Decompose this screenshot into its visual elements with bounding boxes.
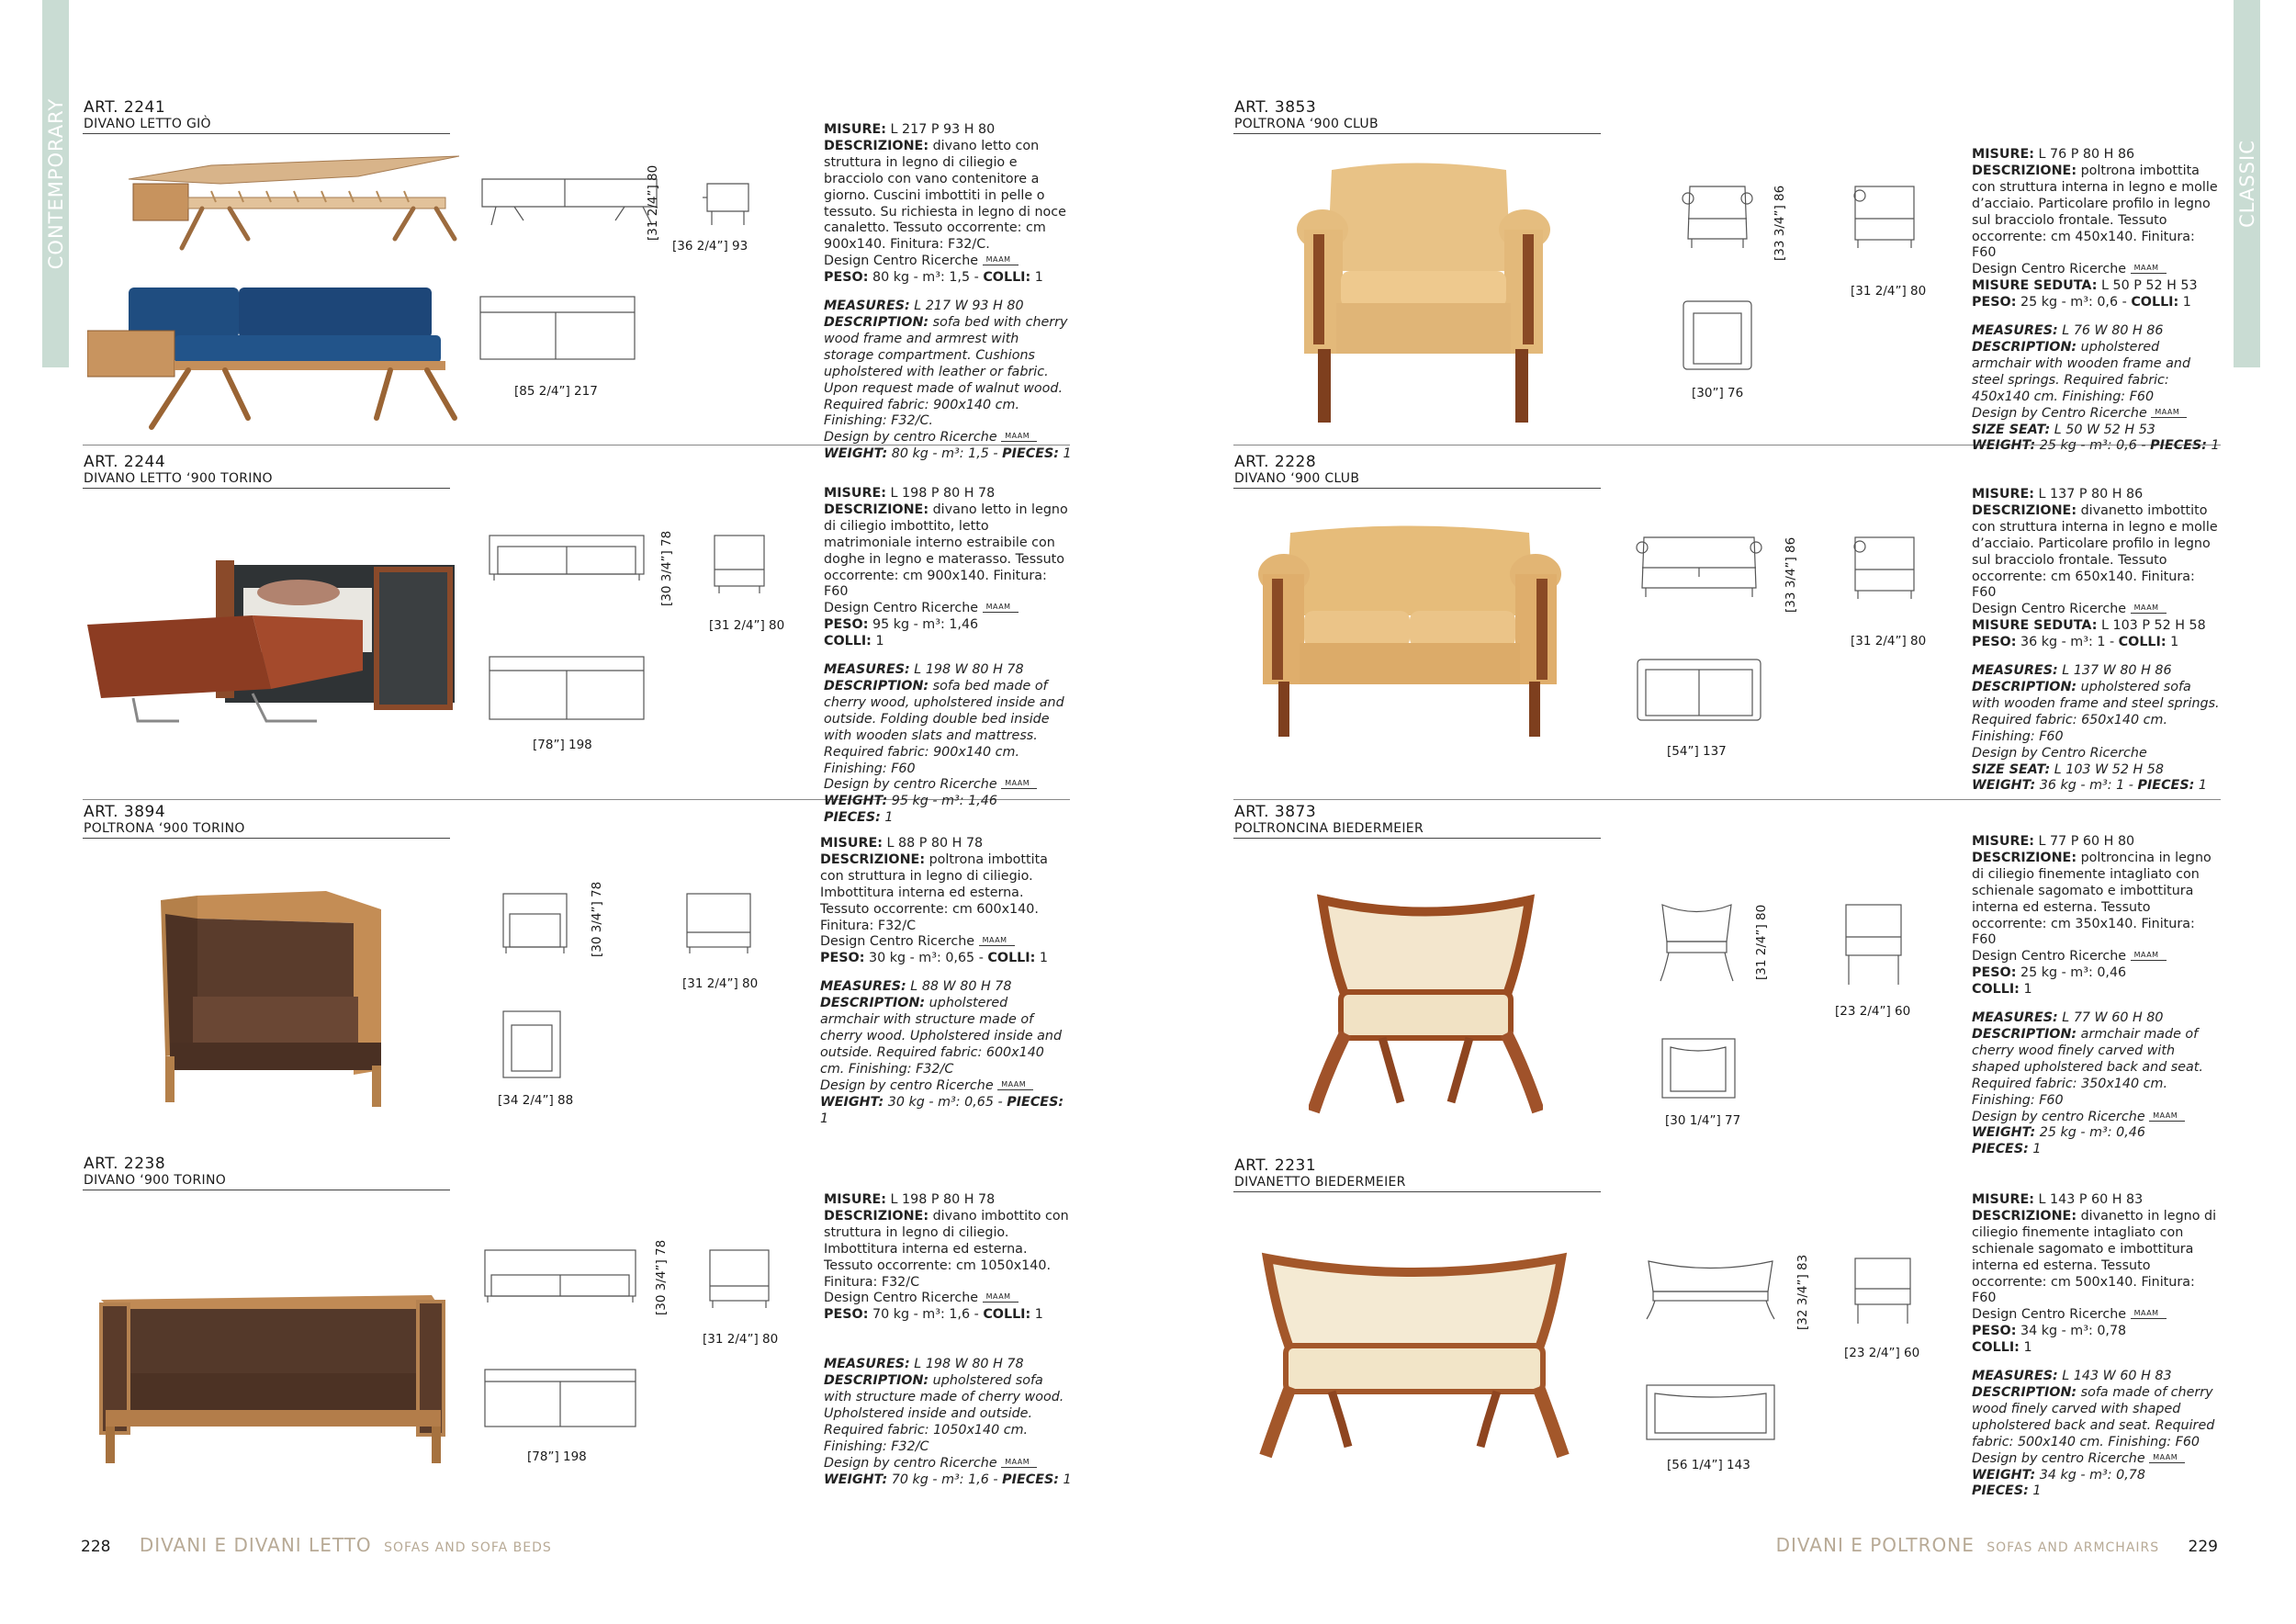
value-colli: 1: [1035, 951, 1048, 966]
label-misure-seduta: MISURE SEDUTA:: [1972, 618, 2098, 634]
value-size-seat: L 103 W 52 H 58: [2050, 761, 2164, 777]
top-view-drawing: [1681, 299, 1754, 372]
top-view-drawing: [1644, 1382, 1777, 1442]
classic-tab: [2234, 0, 2260, 367]
height-dimension: [31 2/4”] 80: [1754, 904, 1769, 980]
product-header: [84, 1156, 226, 1189]
front-view-drawing: [1635, 533, 1763, 599]
label-description: DESCRIPTION:: [824, 1373, 929, 1389]
depth-dimension: [31 2/4”] 80: [1851, 284, 1927, 299]
label-descrizione: DESCRIZIONE:: [1972, 163, 2077, 178]
height-dimension: [30 3/4”] 78: [654, 1239, 669, 1315]
depth-dimension: [31 2/4”] 80: [682, 976, 759, 991]
label-measures: MEASURES:: [1972, 663, 2058, 679]
label-pieces: PIECES:: [1972, 1483, 2029, 1499]
title-underline: [1233, 838, 1601, 839]
label-measures: MEASURES:: [824, 299, 910, 314]
label-peso: PESO:: [1972, 295, 2017, 310]
value-descrizione: divano imbottito con struttura in legno di ciliegio. Imbottitura interna ed esterna. Tessuto occorrente: cm 1050x140. Finitura: F32/C: [824, 1208, 1069, 1290]
footer-right: [1776, 1534, 2218, 1556]
separator-right-2: [1233, 799, 2221, 800]
value-misure: L 143 P 60 H 83: [2033, 1192, 2144, 1207]
label-weight: WEIGHT:: [1972, 778, 2036, 794]
top-view-drawing: [487, 654, 647, 723]
value-weight: 95 kg - m³: 1,46: [887, 794, 997, 809]
label-measures: MEASURES:: [1972, 1010, 2058, 1026]
product-description: [824, 122, 1072, 463]
label-peso: PESO:: [1972, 1324, 2017, 1339]
depth-dimension: [23 2/4”] 60: [1835, 1004, 1911, 1019]
value-measures: L 88 W 80 H 78: [906, 979, 1012, 995]
label-descrizione: DESCRIZIONE:: [1972, 850, 2077, 865]
label-size-seat: SIZE SEAT:: [1972, 761, 2051, 777]
label-peso: PESO:: [824, 617, 869, 633]
label-size-seat: SIZE SEAT:: [1972, 422, 2051, 437]
maam-logo: MAAM: [2131, 604, 2167, 614]
value-descrizione: divano letto con struttura in legno di ciliegio e bracciolo con vano contenitore a giorno. Cuscini imbottiti in pelle o tessuto. Su richiesta in legno di noce canaletto. Tessuto occorrente: cm 900x140. Finitura: F32/C.: [824, 138, 1066, 253]
maam-logo: MAAM: [2149, 1112, 2185, 1122]
design-credit: Design Centro Ricerche: [820, 934, 979, 950]
maam-logo: MAAM: [1001, 433, 1037, 442]
width-dimension: [78”] 198: [533, 738, 592, 752]
value-misure: L 198 P 80 H 78: [885, 486, 996, 501]
value-misure: L 137 P 80 H 86: [2033, 487, 2144, 502]
design-credit-en: Design by centro Ricerche: [1972, 1109, 2150, 1124]
maam-logo: MAAM: [2131, 265, 2167, 274]
design-credit: Design Centro Ricerche: [824, 1291, 983, 1306]
product-header: [1234, 99, 1379, 132]
product-photo-sofa-brown: [96, 1291, 445, 1465]
label-descrizione: DESCRIZIONE:: [820, 851, 926, 867]
value-misure-seduta: L 50 P 52 H 53: [2097, 278, 2198, 294]
footer-left: [81, 1534, 552, 1556]
title-underline: [1233, 488, 1601, 489]
value-misure: L 77 P 60 H 80: [2033, 834, 2135, 849]
label-description: DESCRIPTION:: [1972, 339, 2077, 355]
value-pieces: 1: [2206, 438, 2220, 454]
side-view-drawing: [478, 175, 661, 230]
label-colli: COLLI:: [2131, 295, 2179, 310]
front-view-drawing: [501, 891, 569, 955]
front-view-drawing: [698, 179, 753, 230]
product-name: DIVANETTO BIEDERMEIER: [1234, 1175, 1406, 1190]
front-view-drawing: [1658, 900, 1736, 983]
product-code: ART. 3873: [1234, 803, 1317, 821]
product-photo-armchair: [142, 886, 404, 1107]
label-misure: MISURE:: [824, 1192, 886, 1207]
value-weight: 30 kg - m³: 0,65 -: [884, 1094, 1007, 1110]
product-photo-sofa-bed-frame: [110, 147, 459, 266]
classic-label: CLASSIC: [2235, 140, 2258, 228]
value-misure-seduta: L 103 P 52 H 58: [2097, 618, 2206, 634]
label-colli: COLLI:: [983, 270, 1031, 286]
product-description: [824, 1192, 1072, 1489]
value-description: upholstered sofa with wooden frame and steel springs. Required fabric: 650x140 cm. Finishing: F60: [1972, 679, 2220, 744]
value-measures: L 143 W 60 H 83: [2057, 1369, 2172, 1384]
value-weight: 70 kg - m³: 1,6 -: [887, 1472, 1003, 1487]
label-colli: COLLI:: [983, 1307, 1031, 1323]
value-weight: 25 kg - m³: 0,6 -: [2035, 438, 2151, 454]
value-colli: 1: [1030, 270, 1043, 286]
design-credit: Design Centro Ricerche: [1972, 262, 2131, 277]
depth-dimension: [31 2/4”] 80: [1851, 634, 1927, 648]
label-peso: PESO:: [820, 951, 865, 966]
label-measures: MEASURES:: [824, 1357, 910, 1372]
top-view-drawing: [478, 294, 638, 363]
contemporary-label: CONTEMPORARY: [44, 97, 67, 270]
section-subtitle-left: SOFAS AND SOFA BEDS: [384, 1540, 552, 1555]
label-misure: MISURE:: [1972, 834, 2034, 849]
top-view-drawing: [1635, 657, 1763, 723]
maam-logo: MAAM: [979, 937, 1015, 946]
value-pieces: 1: [820, 1111, 829, 1126]
page-number-right: 229: [2188, 1538, 2218, 1556]
side-view-drawing: [1851, 533, 1919, 602]
label-weight: WEIGHT:: [820, 1094, 884, 1110]
label-descrizione: DESCRIZIONE:: [1972, 1208, 2077, 1224]
value-colli: 1: [2178, 295, 2191, 310]
width-dimension: [30 1/4”] 77: [1665, 1113, 1741, 1128]
value-descrizione: divanetto imbottito con struttura interna in legno e molle d’acciaio. Particolare profilo in legno sul bracciolo frontale. Tessuto occorrente: cm 650x140. Finitura: F60: [1972, 502, 2218, 601]
label-misure: MISURE:: [1972, 487, 2034, 502]
value-peso: 25 kg - m³: 0,6 -: [2016, 295, 2132, 310]
maam-logo: MAAM: [2149, 1454, 2185, 1463]
label-measures: MEASURES:: [1972, 323, 2058, 339]
maam-logo: MAAM: [983, 256, 1019, 265]
value-peso: 70 kg - m³: 1,6 -: [868, 1307, 984, 1323]
value-size-seat: L 50 W 52 H 53: [2050, 422, 2155, 437]
design-credit-en: Design by centro Ricerche: [820, 1077, 998, 1093]
front-view-drawing: [487, 533, 647, 583]
product-name: POLTRONA ‘900 CLUB: [1234, 117, 1379, 131]
label-description: DESCRIPTION:: [820, 996, 926, 1011]
side-view-drawing: [684, 891, 753, 955]
label-description: DESCRIPTION:: [824, 678, 929, 694]
value-pieces: 1: [880, 810, 894, 826]
label-misure: MISURE:: [824, 122, 886, 137]
value-pieces: 1: [2194, 778, 2207, 794]
maam-logo: MAAM: [2151, 409, 2187, 418]
value-misure: L 198 P 80 H 78: [885, 1192, 996, 1207]
value-pieces: 1: [1058, 446, 1072, 462]
value-pieces: 1: [1058, 1472, 1072, 1487]
label-pieces: PIECES:: [1002, 446, 1059, 462]
front-view-drawing: [1644, 1257, 1777, 1321]
label-weight: WEIGHT:: [824, 1472, 888, 1487]
label-pieces: PIECES:: [1972, 1142, 2029, 1157]
design-credit-en: Design by Centro Ricerche: [1972, 745, 2147, 761]
product-description: [1972, 147, 2220, 455]
label-misure: MISURE:: [820, 836, 883, 851]
label-pieces: PIECES:: [2137, 778, 2195, 794]
label-description: DESCRIPTION:: [1972, 1026, 2077, 1042]
design-credit: Design Centro Ricerche: [1972, 949, 2131, 964]
design-credit-en: Design by Centro Ricerche: [1972, 405, 2152, 421]
label-pieces: PIECES:: [824, 810, 881, 826]
maam-logo: MAAM: [1001, 1459, 1037, 1468]
depth-dimension: [23 2/4”] 60: [1844, 1346, 1920, 1360]
value-weight: 36 kg - m³: 1 -: [2035, 778, 2138, 794]
maam-logo: MAAM: [983, 603, 1019, 613]
product-name: DIVANO ‘900 CLUB: [1234, 471, 1360, 486]
product-name: DIVANO ‘900 TORINO: [84, 1173, 227, 1188]
value-description: upholstered armchair with wooden frame and steel springs. Required fabric: 450x140 cm. Finishing: F60: [1972, 339, 2191, 404]
value-colli: 1: [2019, 1340, 2032, 1356]
value-misure: L 88 P 80 H 78: [882, 836, 984, 851]
side-view-drawing: [707, 1247, 771, 1310]
height-dimension: [32 3/4”] 83: [1795, 1254, 1810, 1330]
label-colli: COLLI:: [987, 951, 1036, 966]
value-measures: L 198 W 80 H 78: [909, 1357, 1024, 1372]
product-name: POLTRONA ‘900 TORINO: [84, 821, 245, 836]
front-view-drawing: [482, 1247, 638, 1304]
value-description: sofa bed with cherry wood frame and armrest with storage compartment. Cushions upholstered with leather or fabric. Upon request made of walnut wood. Required fabric: 900x140 cm. Finishing: F32/C.: [824, 314, 1068, 429]
label-measures: MEASURES:: [1972, 1369, 2058, 1384]
side-view-drawing: [1851, 182, 1919, 251]
product-photo-biedermeier-armchair: [1309, 886, 1543, 1121]
design-credit-en: Design by centro Ricerche: [1972, 1450, 2150, 1466]
product-photo-sofa-blue: [87, 280, 459, 432]
value-peso: 34 kg - m³: 0,78: [2016, 1324, 2127, 1339]
title-underline: [1233, 1191, 1601, 1192]
product-header: [1234, 1157, 1406, 1190]
value-pieces: 1: [2028, 1142, 2042, 1157]
label-colli: COLLI:: [1972, 1340, 2020, 1356]
label-weight: WEIGHT:: [824, 446, 888, 462]
side-view-drawing: [712, 533, 767, 597]
value-descrizione: poltrona imbottita con struttura in legno di ciliegio. Imbottitura interna ed esterna. Tessuto occorrente: cm 600x140. Finitura: F32/C: [820, 851, 1048, 933]
label-measures: MEASURES:: [824, 662, 910, 678]
title-underline: [83, 488, 450, 489]
product-code: ART. 2241: [84, 98, 166, 117]
label-peso: PESO:: [1972, 965, 2017, 981]
value-misure: L 217 P 93 H 80: [885, 122, 996, 137]
height-dimension: [30 3/4”] 78: [590, 881, 604, 957]
product-code: ART. 3894: [84, 803, 166, 821]
label-weight: WEIGHT:: [1972, 1125, 2036, 1141]
value-colli: 1: [2019, 982, 2032, 998]
maam-logo: MAAM: [983, 1293, 1019, 1303]
product-code: ART. 3853: [1234, 98, 1317, 117]
product-photo-club-armchair: [1295, 161, 1552, 427]
height-dimension: [31 2/4”] 80: [646, 164, 660, 241]
label-description: DESCRIPTION:: [1972, 679, 2077, 694]
section-title-right: DIVANI E POLTRONE: [1775, 1534, 1975, 1556]
value-pieces: 1: [2028, 1483, 2042, 1499]
label-misure: MISURE:: [1972, 147, 2034, 162]
product-description: [1972, 1192, 2220, 1500]
label-peso: PESO:: [824, 270, 869, 286]
label-colli: COLLI:: [2118, 635, 2167, 650]
side-view-drawing: [1851, 1254, 1915, 1327]
title-underline: [83, 133, 450, 134]
width-dimension: [78”] 198: [527, 1449, 587, 1464]
value-measures: L 137 W 80 H 86: [2057, 663, 2172, 679]
product-header: [1234, 454, 1359, 487]
value-weight: 34 kg - m³: 0,78: [2035, 1467, 2145, 1483]
design-credit: Design Centro Ricerche: [824, 601, 983, 616]
value-peso: 95 kg - m³: 1,46: [868, 617, 979, 633]
label-peso: PESO:: [1972, 635, 2017, 650]
label-misure-seduta: MISURE SEDUTA:: [1972, 278, 2098, 294]
product-header: [1234, 804, 1424, 837]
value-measures: L 198 W 80 H 78: [909, 662, 1024, 678]
contemporary-tab: [42, 0, 69, 367]
label-descrizione: DESCRIZIONE:: [1972, 502, 2077, 518]
product-header: [84, 99, 211, 132]
front-view-drawing: [1681, 182, 1754, 251]
value-description: upholstered armchair with structure made of cherry wood. Upholstered inside and outside. Required fabric: 600x140 cm. Finishing: F32/C: [820, 996, 1063, 1077]
label-descrizione: DESCRIZIONE:: [824, 1208, 929, 1224]
section-title-left: DIVANI E DIVANI LETTO: [139, 1534, 372, 1556]
value-colli: 1: [871, 634, 884, 649]
value-weight: 25 kg - m³: 0,46: [2035, 1125, 2145, 1141]
product-photo-club-sofa: [1258, 524, 1561, 739]
product-code: ART. 2231: [1234, 1156, 1317, 1175]
product-header: [84, 804, 245, 837]
label-descrizione: DESCRIZIONE:: [824, 138, 929, 153]
design-credit-en: Design by centro Ricerche: [824, 430, 1002, 445]
value-descrizione: poltroncina in legno di ciliegio finemente intagliato con schienale sagomato e imbottitura interna ed esterna. Tessuto occorrente: cm 350x140. Finitura: F60: [1972, 850, 2212, 948]
value-peso: 30 kg - m³: 0,65 -: [864, 951, 988, 966]
value-misure: L 76 P 80 H 86: [2033, 147, 2135, 162]
product-code: ART. 2244: [84, 453, 166, 471]
maam-logo: MAAM: [2131, 952, 2167, 961]
width-dimension: [34 2/4”] 88: [498, 1093, 574, 1108]
top-view-drawing: [501, 1009, 565, 1082]
value-measures: L 217 W 93 H 80: [909, 299, 1024, 314]
product-description: [820, 836, 1070, 1127]
depth-dimension: [31 2/4”] 80: [709, 618, 785, 633]
value-description: sofa made of cherry wood finely carved with shaped upholstered back and seat. Required fabric: 500x140 cm. Finishing: F60: [1972, 1384, 2215, 1449]
label-description: DESCRIPTION:: [1972, 1384, 2077, 1400]
value-peso: 36 kg - m³: 1 -: [2016, 635, 2119, 650]
label-weight: WEIGHT:: [824, 794, 888, 809]
height-dimension: [30 3/4”] 78: [659, 530, 674, 606]
maam-logo: MAAM: [1001, 780, 1037, 789]
label-weight: WEIGHT:: [1972, 438, 2036, 454]
side-view-drawing: [1841, 900, 1906, 987]
label-pieces: PIECES:: [2150, 438, 2207, 454]
width-dimension: [56 1/4”] 143: [1667, 1458, 1750, 1472]
product-name: POLTRONCINA BIEDERMEIER: [1234, 821, 1424, 836]
product-code: ART. 2228: [1234, 453, 1317, 471]
label-misure: MISURE:: [824, 486, 886, 501]
value-description: upholstered sofa with structure made of cherry wood. Upholstered inside and outside. Required fabric: 1050x140 cm. Finishing: F32/C: [824, 1373, 1064, 1454]
top-view-drawing: [482, 1367, 638, 1431]
value-descrizione: divanetto in legno di ciliegio finemente intagliato con schienale sagomato e imbottitura interna ed esterna. Tessuto occorrente: cm 500x140. Finitura: F60: [1972, 1208, 2217, 1306]
value-weight: 80 kg - m³: 1,5 -: [887, 446, 1003, 462]
value-descrizione: divano letto in legno di ciliegio imbottito, letto matrimoniale interno estraibile con doghe in legno e materasso. Tessuto occorrente: cm 900x140. Finitura: F60: [824, 502, 1068, 600]
product-name: DIVANO LETTO ‘900 TORINO: [84, 471, 273, 486]
product-photo-sofa-bed-open: [87, 551, 464, 726]
label-misure: MISURE:: [1972, 1192, 2034, 1207]
maam-logo: MAAM: [2131, 1310, 2167, 1319]
value-colli: 1: [2166, 635, 2179, 650]
section-subtitle-right: SOFAS AND ARMCHAIRS: [1986, 1540, 2160, 1555]
title-underline: [83, 838, 450, 839]
value-description: sofa bed made of cherry wood, upholstered inside and outside. Folding double bed inside with wooden slats and mattress. Required fabric: 900x140 cm. Finishing: F60: [824, 678, 1064, 776]
top-view-drawing: [1660, 1036, 1738, 1100]
maam-logo: MAAM: [997, 1081, 1033, 1090]
label-peso: PESO:: [824, 1307, 869, 1323]
title-underline: [1233, 133, 1601, 134]
label-measures: MEASURES:: [820, 979, 906, 995]
product-photo-biedermeier-sofa: [1258, 1249, 1570, 1460]
height-dimension: [33 3/4”] 86: [1773, 185, 1787, 261]
depth-dimension: [36 2/4”] 93: [672, 239, 748, 254]
product-header: [84, 454, 273, 487]
value-colli: 1: [1030, 1307, 1043, 1323]
product-name: DIVANO LETTO GIÒ: [84, 117, 211, 131]
design-credit: Design Centro Ricerche: [1972, 1307, 2131, 1323]
value-descrizione: poltrona imbottita con struttura interna in legno e molle d’acciaio. Particolare profilo in legno sul bracciolo frontale. Tessuto occorrente: cm 450x140. Finitura: F60: [1972, 163, 2218, 261]
product-description: [1972, 487, 2220, 795]
label-colli: COLLI:: [824, 634, 872, 649]
width-dimension: [85 2/4”] 217: [514, 384, 598, 399]
width-dimension: [54”] 137: [1667, 744, 1727, 759]
product-code: ART. 2238: [84, 1155, 166, 1173]
label-pieces: PIECES:: [1002, 1472, 1059, 1487]
label-pieces: PIECES:: [1007, 1094, 1064, 1110]
value-peso: 80 kg - m³: 1,5 -: [868, 270, 984, 286]
width-dimension: [30”] 76: [1692, 386, 1744, 400]
design-credit-en: Design by centro Ricerche: [824, 777, 1002, 793]
product-description: [1972, 834, 2220, 1158]
value-description: armchair made of cherry wood finely carved with shaped upholstered back and seat. Required fabric: 350x140 cm. Finishing: F60: [1972, 1026, 2203, 1108]
label-weight: WEIGHT:: [1972, 1467, 2036, 1483]
page-number-left: 228: [81, 1538, 111, 1556]
label-colli: COLLI:: [1972, 982, 2020, 998]
label-descrizione: DESCRIZIONE:: [824, 502, 929, 517]
design-credit: Design Centro Ricerche: [1972, 602, 2131, 617]
design-credit: Design Centro Ricerche: [824, 254, 983, 269]
value-measures: L 76 W 80 H 86: [2057, 323, 2164, 339]
height-dimension: [33 3/4”] 86: [1784, 536, 1798, 613]
product-description: [824, 486, 1072, 827]
label-description: DESCRIPTION:: [824, 314, 929, 330]
depth-dimension: [31 2/4”] 80: [703, 1332, 779, 1347]
value-measures: L 77 W 60 H 80: [2057, 1010, 2164, 1026]
value-peso: 25 kg - m³: 0,46: [2016, 965, 2127, 981]
design-credit-en: Design by centro Ricerche: [824, 1455, 1002, 1471]
